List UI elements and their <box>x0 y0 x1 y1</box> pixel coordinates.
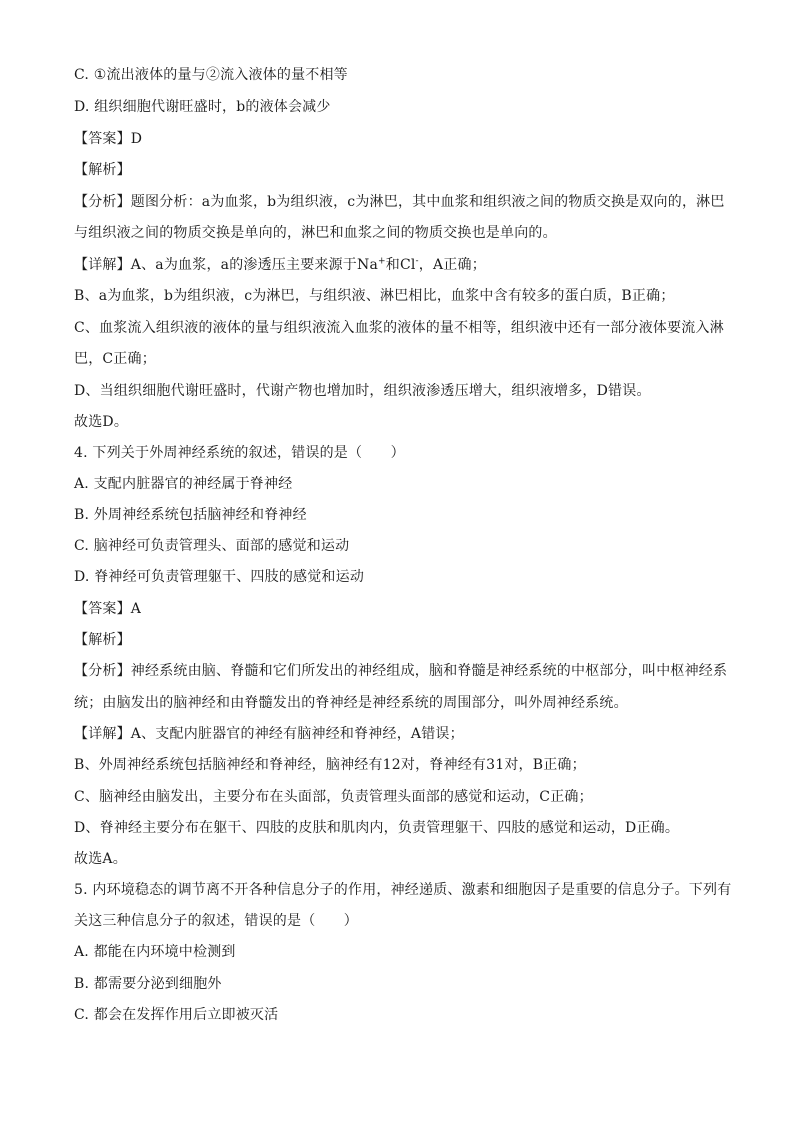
conclusion: 故选A。 <box>74 851 127 867</box>
analysis-text: 统；由脑发出的脑神经和由脊髓发出的脊神经是神经系统的周围部分，叫外周神经系统。 <box>74 695 628 711</box>
question-5: 5. 内环境稳态的调节离不开各种信息分子的作用，神经递质、激素和细胞因子是重要的信息分子。下列有 <box>74 882 732 898</box>
answer-label: 【答案】A <box>74 601 142 617</box>
question-4: 4. 下列关于外周神经系统的叙述，错误的是（ ） <box>74 445 405 461</box>
q5-option-a: A. 都能在内环境中检测到 <box>74 944 236 960</box>
detail-c: C、血浆流入组织液的液体的量与组织液流入血浆的液体的量不相等，组织液中还有一部分液体要流入淋 <box>74 320 724 336</box>
analysis-text: 与组织液之间的物质交换是单向的，淋巴和血浆之间的物质交换也是单向的。 <box>74 225 557 241</box>
detail-a: 【详解】A、支配内脏器官的神经有脑神经和脊神经，A错误； <box>74 726 464 742</box>
option-d: D. 组织细胞代谢旺盛时，b的液体会减少 <box>74 99 331 115</box>
detail-a: 【详解】A、a为血浆，a的渗透压主要来源于Na+和Cl-，A正确； <box>74 256 486 273</box>
detail-d: D、当组织细胞代谢旺盛时，代谢产物也增加时，组织液渗透压增大，组织液增多，D错误。 <box>74 383 651 399</box>
conclusion: 故选D。 <box>74 414 129 430</box>
analysis-label: 【解析】 <box>74 632 131 648</box>
option-c: C. ①流出液体的量与②流入液体的量不相等 <box>74 67 348 83</box>
detail-c: C、脑神经由脑发出，主要分布在头面部，负责管理头面部的感觉和运动，C正确； <box>74 789 593 805</box>
answer-label: 【答案】D <box>74 131 143 147</box>
q4-option-d: D. 脊神经可负责管理躯干、四肢的感觉和运动 <box>74 569 365 585</box>
analysis-text: 【分析】神经系统由脑、脊髓和它们所发出的神经组成，脑和脊髓是神经系统的中枢部分，叫中枢神经系 <box>74 663 728 679</box>
question-5: 关这三种信息分子的叙述，错误的是（ ） <box>74 913 358 929</box>
q4-option-c: C. 脑神经可负责管理头、面部的感觉和运动 <box>74 538 350 554</box>
detail-b: B、外周神经系统包括脑神经和脊神经，脑神经有12对，脊神经有31对，B正确； <box>74 757 586 773</box>
detail-c: 巴，C正确； <box>74 351 156 367</box>
analysis-text: 【分析】题图分析：a为血浆，b为组织液，c为淋巴，其中血浆和组织液之间的物质交换是双向的，淋巴 <box>74 194 725 210</box>
q5-option-c: C. 都会在发挥作用后立即被灭活 <box>74 1007 279 1023</box>
detail-b: B、a为血浆，b为组织液，c为淋巴，与组织液、淋巴相比，血浆中含有较多的蛋白质，B正确； <box>74 288 675 304</box>
q4-option-b: B. 外周神经系统包括脑神经和脊神经 <box>74 507 307 523</box>
detail-d: D、脊神经主要分布在躯干、四肢的皮肤和肌肉内，负责管理躯干、四肢的感觉和运动，D正确。 <box>74 820 680 836</box>
analysis-label: 【解析】 <box>74 162 131 178</box>
q5-option-b: B. 都需要分泌到细胞外 <box>74 976 222 992</box>
q4-option-a: A. 支配内脏器官的神经属于脊神经 <box>74 476 293 492</box>
